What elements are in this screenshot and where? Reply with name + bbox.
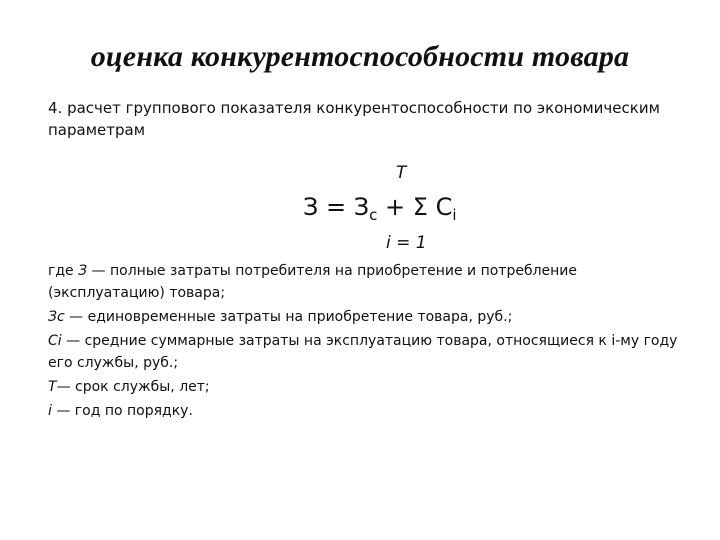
section-heading: 4. расчет группового показателя конкурентоспособности по экономическим параметрам xyxy=(48,99,660,139)
formula-term2-sub: i xyxy=(452,206,457,224)
formula-term1-sub: c xyxy=(369,206,378,224)
definition-text: — срок службы, лет; xyxy=(56,379,210,395)
definition-symbol: i xyxy=(48,403,52,419)
definition-item xyxy=(48,400,688,422)
definition-text: — средние суммарные затраты на эксплуатацию товара, относящиеся к i-му году его службы, руб.; xyxy=(48,333,678,371)
definition-text: — единовременные затраты на приобретение товара, руб.; xyxy=(64,309,513,325)
definition-prefix: где xyxy=(48,263,79,279)
definition-item xyxy=(48,260,688,304)
formula-expression xyxy=(303,193,457,224)
definition-symbol: З xyxy=(78,263,88,279)
formula-term2: C xyxy=(435,193,453,221)
formula-plus-sum: + Σ xyxy=(377,193,436,221)
definition-symbol: Ci xyxy=(48,333,62,349)
slide-title: оценка конкурентоспособности товара xyxy=(90,40,630,73)
definition-symbol: T xyxy=(48,379,57,395)
formula-equals: = xyxy=(318,193,354,221)
sum-lower-limit: i = 1 xyxy=(386,233,427,253)
definition-item xyxy=(48,330,688,374)
definition-text: — полные затраты потребителя на приобретение и потребление (эксплуатацию) товара; xyxy=(48,263,578,301)
formula-lhs: З xyxy=(303,193,319,221)
definition-item xyxy=(48,306,688,328)
definitions-list xyxy=(48,260,688,424)
definition-text: — год по порядку. xyxy=(51,403,193,419)
formula-term1: З xyxy=(353,193,370,221)
definition-symbol: Зс xyxy=(48,309,65,325)
sum-upper-limit: T xyxy=(396,163,407,183)
definition-item xyxy=(48,376,688,398)
